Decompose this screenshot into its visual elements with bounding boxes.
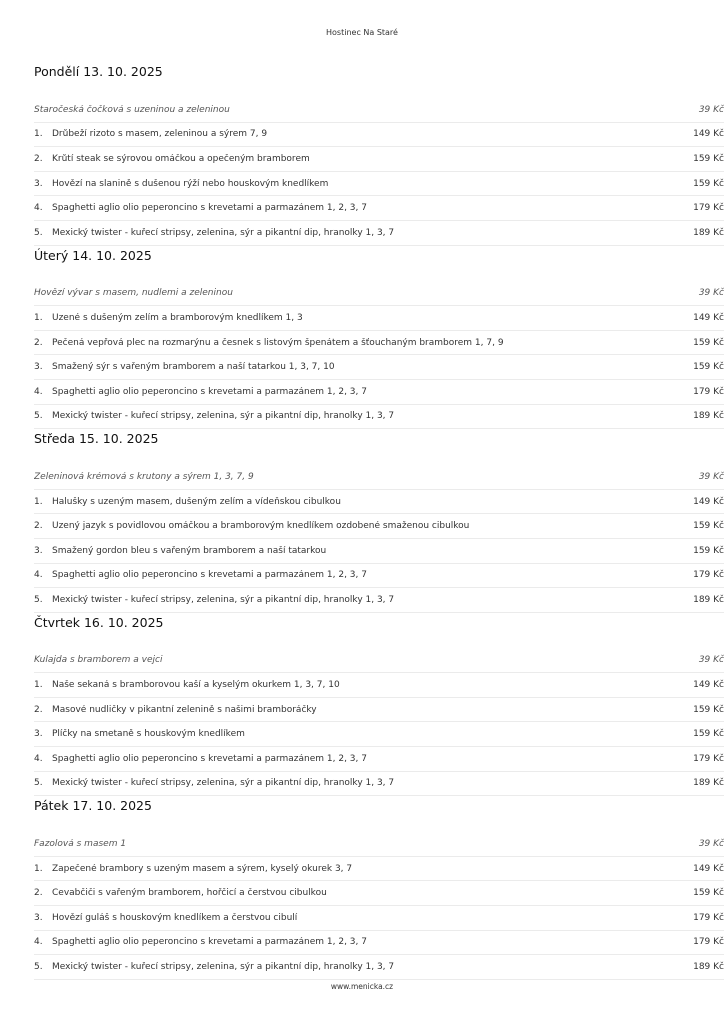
soup-row [34, 98, 724, 123]
item-name: Smažený sýr s vařeným bramborem a naší tatarkou 1, 3, 7, 10 [52, 362, 335, 373]
day-section [34, 246, 724, 430]
item-name: Smažený gordon bleu s vařeným bramborem a naší tatarkou [52, 545, 327, 556]
item-price: 179 Kč [693, 937, 724, 948]
item-number: 1. [34, 680, 43, 691]
menu-item-row [34, 955, 724, 980]
item-name: Čevabčiči s vařeným bramborem, hořčicí a čerstvou cibulkou [52, 888, 327, 899]
soup-row [34, 465, 724, 490]
menu-item-row [34, 514, 724, 539]
item-price: 149 Kč [693, 680, 724, 691]
menu-item-row [34, 747, 724, 772]
item-name: Mexický twister - kuřecí stripsy, zelenina, sýr a pikantní dip, hranolky 1, 3, 7 [52, 962, 395, 973]
item-price: 159 Kč [693, 178, 724, 189]
item-price: 159 Kč [693, 362, 724, 373]
item-number: 2. [34, 337, 43, 348]
item-price: 159 Kč [693, 888, 724, 899]
menu-item-row [34, 539, 724, 564]
day-section [34, 796, 724, 980]
item-number: 5. [34, 411, 43, 422]
item-price: 189 Kč [693, 962, 724, 973]
menu-item-row [34, 722, 724, 747]
menu-item-row [34, 221, 724, 246]
menu-item-row [34, 588, 724, 613]
item-number: 3. [34, 545, 43, 556]
item-price: 149 Kč [693, 863, 724, 874]
item-price: 149 Kč [693, 312, 724, 323]
item-name: Plíčky na smetaně s houskovým knedlíkem [52, 729, 245, 740]
item-number: 4. [34, 570, 43, 581]
item-price: 159 Kč [693, 545, 724, 556]
restaurant-name: Hostinec Na Staré [326, 28, 398, 37]
soup-row [34, 282, 724, 307]
item-number: 3. [34, 362, 43, 373]
item-number: 5. [34, 778, 43, 789]
item-name: Mexický twister - kuřecí stripsy, zelenina, sýr a pikantní dip, hranolky 1, 3, 7 [52, 411, 395, 422]
menu-item-row [34, 196, 724, 221]
item-number: 1. [34, 312, 43, 323]
item-name: Naše sekaná s bramborovou kaší a kyselým okurkem 1, 3, 7, 10 [52, 680, 340, 691]
item-name: Uzené s dušeným zelím a bramborovým knedlíkem 1, 3 [52, 312, 303, 323]
soup-row [34, 832, 724, 857]
item-number: 5. [34, 962, 43, 973]
item-name: Hovězí guláš s houskovým knedlíkem a čerstvou cibulí [52, 912, 298, 923]
item-name: Spaghetti aglio olio peperoncino s krevetami a parmazánem 1, 2, 3, 7 [52, 570, 367, 581]
day-title: Úterý 14. 10. 2025 [34, 247, 152, 263]
menu-item-row [34, 931, 724, 956]
item-price: 189 Kč [693, 778, 724, 789]
menu-item-row [34, 857, 724, 882]
item-number: 1. [34, 863, 43, 874]
item-number: 5. [34, 594, 43, 605]
item-number: 4. [34, 203, 43, 214]
soup-name: Kulajda s bramborem a vejci [34, 655, 163, 666]
item-name: Spaghetti aglio olio peperoncino s krevetami a parmazánem 1, 2, 3, 7 [52, 386, 367, 397]
item-price: 179 Kč [693, 753, 724, 764]
menu-item-row [34, 355, 724, 380]
menu-item-row [34, 881, 724, 906]
item-number: 2. [34, 521, 43, 532]
item-number: 2. [34, 153, 43, 164]
item-name: Mexický twister - kuřecí stripsy, zelenina, sýr a pikantní dip, hranolky 1, 3, 7 [52, 594, 395, 605]
item-number: 3. [34, 912, 43, 923]
item-name: Spaghetti aglio olio peperoncino s krevetami a parmazánem 1, 2, 3, 7 [52, 203, 367, 214]
item-name: Hovězí na slanině s dušenou rýží nebo houskovým knedlíkem [52, 178, 329, 189]
item-number: 4. [34, 753, 43, 764]
item-number: 2. [34, 888, 43, 899]
footer-url[interactable]: www.menicka.cz [330, 982, 394, 991]
item-price: 159 Kč [693, 729, 724, 740]
day-title: Pátek 17. 10. 2025 [34, 798, 152, 814]
item-name: Drůbeží rizoto s masem, zeleninou a sýrem 7, 9 [52, 129, 268, 140]
item-name: Pečená vepřová plec na rozmarýnu a česnek s listovým špenátem a šťouchaným bramborem 1, 7, 9 [52, 337, 504, 348]
item-price: 149 Kč [693, 496, 724, 507]
item-number: 4. [34, 386, 43, 397]
item-price: 159 Kč [693, 521, 724, 532]
item-name: Mexický twister - kuřecí stripsy, zelenina, sýr a pikantní dip, hranolky 1, 3, 7 [52, 227, 395, 238]
item-number: 1. [34, 129, 43, 140]
soup-name: Fazolová s masem 1 [34, 839, 127, 850]
item-name: Spaghetti aglio olio peperoncino s krevetami a parmazánem 1, 2, 3, 7 [52, 937, 367, 948]
item-price: 189 Kč [693, 411, 724, 422]
item-price: 189 Kč [693, 594, 724, 605]
menu-item-row [34, 698, 724, 723]
menu-item-row [34, 123, 724, 148]
day-section [34, 613, 724, 797]
item-price: 179 Kč [693, 570, 724, 581]
day-title: Pondělí 13. 10. 2025 [34, 64, 163, 79]
item-name: Zapečené brambory s uzeným masem a sýrem, kyselý okurek 3, 7 [52, 863, 353, 874]
item-name: Masové nudličky v pikantní zelenině s našimi bramboráčky [52, 704, 317, 715]
item-name: Mexický twister - kuřecí stripsy, zelenina, sýr a pikantní dip, hranolky 1, 3, 7 [52, 778, 395, 789]
item-price: 179 Kč [693, 912, 724, 923]
weekly-menu [34, 62, 724, 980]
item-price: 189 Kč [693, 227, 724, 238]
day-title: Středa 15. 10. 2025 [34, 431, 159, 447]
soup-name: Staročeská čočková s uzeninou a zeleninou [34, 104, 230, 115]
item-number: 2. [34, 704, 43, 715]
menu-item-row [34, 564, 724, 589]
item-name: Krůtí steak se sýrovou omáčkou a opečeným bramborem [52, 153, 310, 164]
menu-item-row [34, 490, 724, 515]
menu-item-row [34, 380, 724, 405]
item-name: Spaghetti aglio olio peperoncino s krevetami a parmazánem 1, 2, 3, 7 [52, 753, 367, 764]
menu-item-row [34, 673, 724, 698]
item-price: 159 Kč [693, 704, 724, 715]
item-number: 3. [34, 729, 43, 740]
soup-price: 39 Kč [698, 104, 724, 115]
soup-price: 39 Kč [698, 471, 724, 482]
day-title: Čtvrtek 16. 10. 2025 [34, 614, 164, 630]
menu-item-row [34, 405, 724, 430]
soup-name: Hovězí vývar s masem, nudlemi a zeleninou [34, 288, 233, 299]
soup-price: 39 Kč [698, 655, 724, 666]
item-number: 3. [34, 178, 43, 189]
soup-row [34, 649, 724, 674]
item-name: Uzený jazyk s povidlovou omáčkou a bramborovým knedlíkem ozdobené smaženou cibulkou [52, 521, 470, 532]
menu-item-row [34, 147, 724, 172]
soup-name: Zeleninová krémová s krutony a sýrem 1, 3, 7, 9 [34, 471, 254, 482]
item-price: 149 Kč [693, 129, 724, 140]
menu-item-row [34, 772, 724, 797]
menu-item-row [34, 172, 724, 197]
item-number: 1. [34, 496, 43, 507]
menu-item-row [34, 906, 724, 931]
item-price: 179 Kč [693, 386, 724, 397]
item-price: 179 Kč [693, 203, 724, 214]
item-price: 159 Kč [693, 153, 724, 164]
soup-price: 39 Kč [698, 288, 724, 299]
day-section [34, 429, 724, 613]
day-section [34, 62, 724, 246]
item-price: 159 Kč [693, 337, 724, 348]
item-number: 5. [34, 227, 43, 238]
item-number: 4. [34, 937, 43, 948]
menu-item-row [34, 331, 724, 356]
soup-price: 39 Kč [698, 839, 724, 850]
menu-item-row [34, 306, 724, 331]
item-name: Halušky s uzeným masem, dušeným zelím a vídeňskou cibulkou [52, 496, 341, 507]
